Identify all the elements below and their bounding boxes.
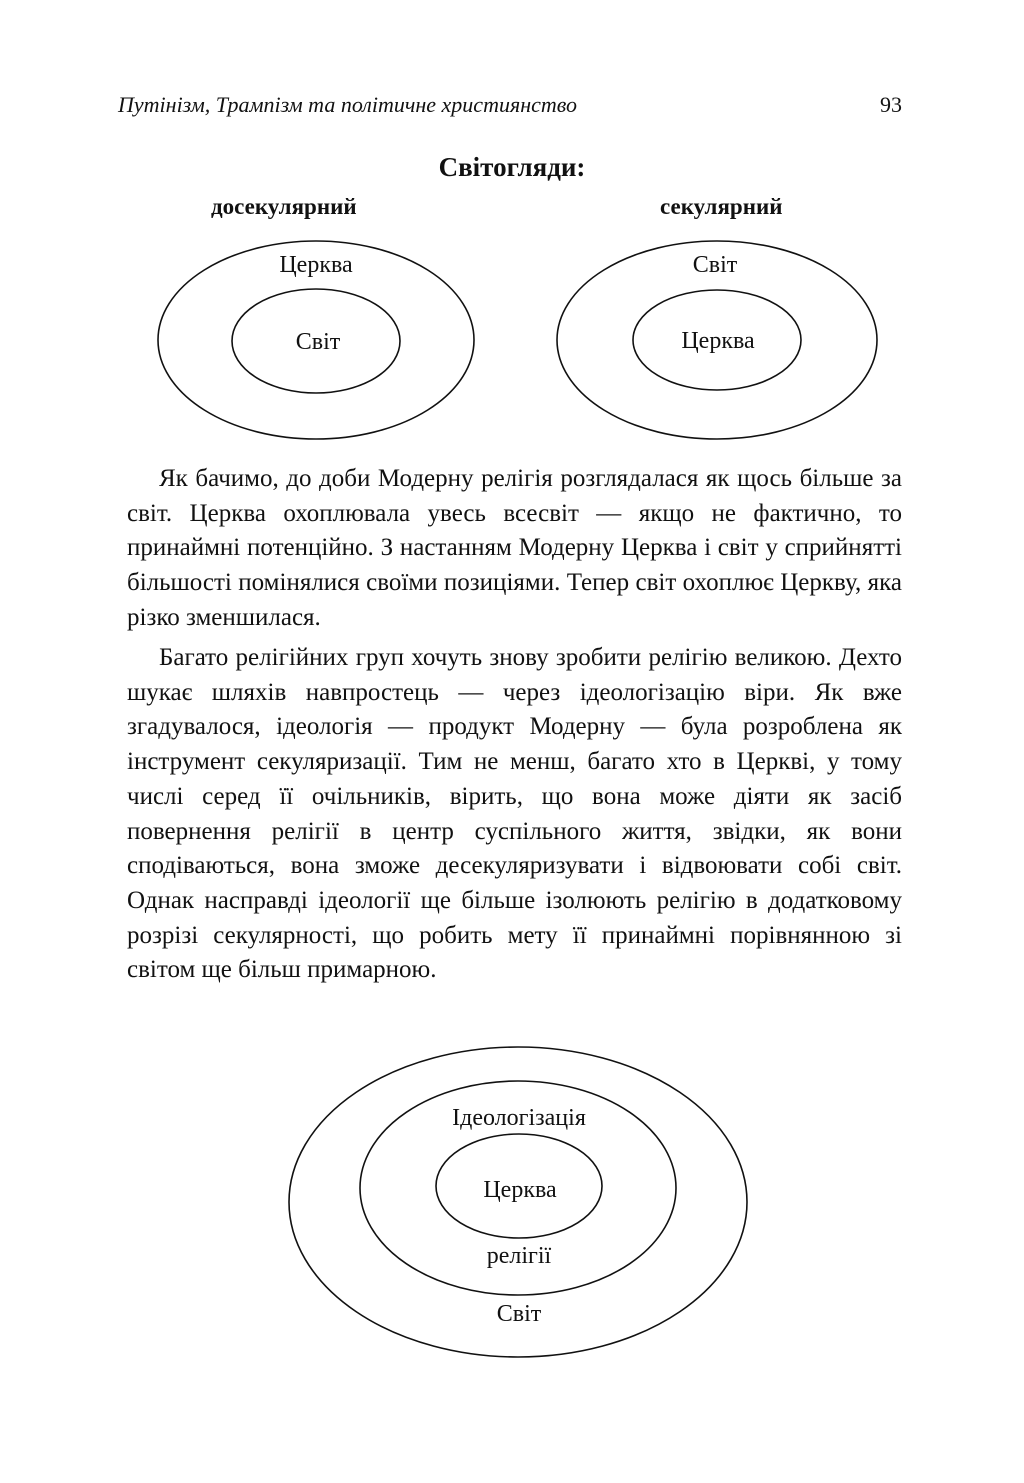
ideologization-diagram	[0, 1020, 1024, 1400]
paragraph-1: Як бачимо, до доби Модерну релігія розглядалася як щось більше за світ. Церква охоплювала увесь всесвіт — якщо не фактично, то принаймні потенційно. З настанням Модерну Церква і світ у сприйнятті більшості помінялися своїми позиціями. Тепер світ охоплює Церкву, яка різко зменшилася.	[127, 465, 902, 631]
secular-inner-label: Церква	[681, 328, 755, 354]
secular-label: секулярний	[660, 194, 783, 219]
worldviews-heading: Світогляди:	[438, 152, 586, 182]
worldviews-diagram	[0, 0, 1024, 470]
secular-outer-label: Світ	[692, 252, 738, 278]
presecular-diagram	[158, 241, 474, 439]
page-number: 93	[880, 92, 902, 117]
ideologization-label: Ідеологізація	[452, 1105, 586, 1131]
secular-diagram	[557, 241, 877, 439]
presecular-label: досекулярний	[211, 194, 357, 219]
world-label: Світ	[496, 1301, 542, 1327]
religion-label: релігії	[486, 1243, 552, 1269]
paragraph-2: Багато релігійних груп хочуть знову зробити релігію великою. Дехто шукає шляхів навпростець — через ідеологізацію віри. Як вже згадувалося, ідеологія — продукт Модерну — була розроблена як інструмент секуляризації. Тим не менш, багато хто в Церкві, у тому числі серед її очільників, вірить, що вона може діяти як засіб повернення релігії в центр суспільного життя, звідки, як вони сподіваються, вона зможе десекуляризувати і відвоювати собі світ. Однак насправді ідеології ще більше ізолюють релігію в додатковому розрізі секулярності, що робить мету її принаймні порівнянною зі світом ще більш примарною.	[127, 644, 902, 984]
church-label: Церква	[483, 1177, 557, 1203]
presecular-outer-label: Церква	[279, 252, 353, 278]
running-header-title: Путінізм, Трампізм та політичне християнство	[118, 92, 578, 117]
presecular-inner-label: Світ	[295, 329, 341, 355]
